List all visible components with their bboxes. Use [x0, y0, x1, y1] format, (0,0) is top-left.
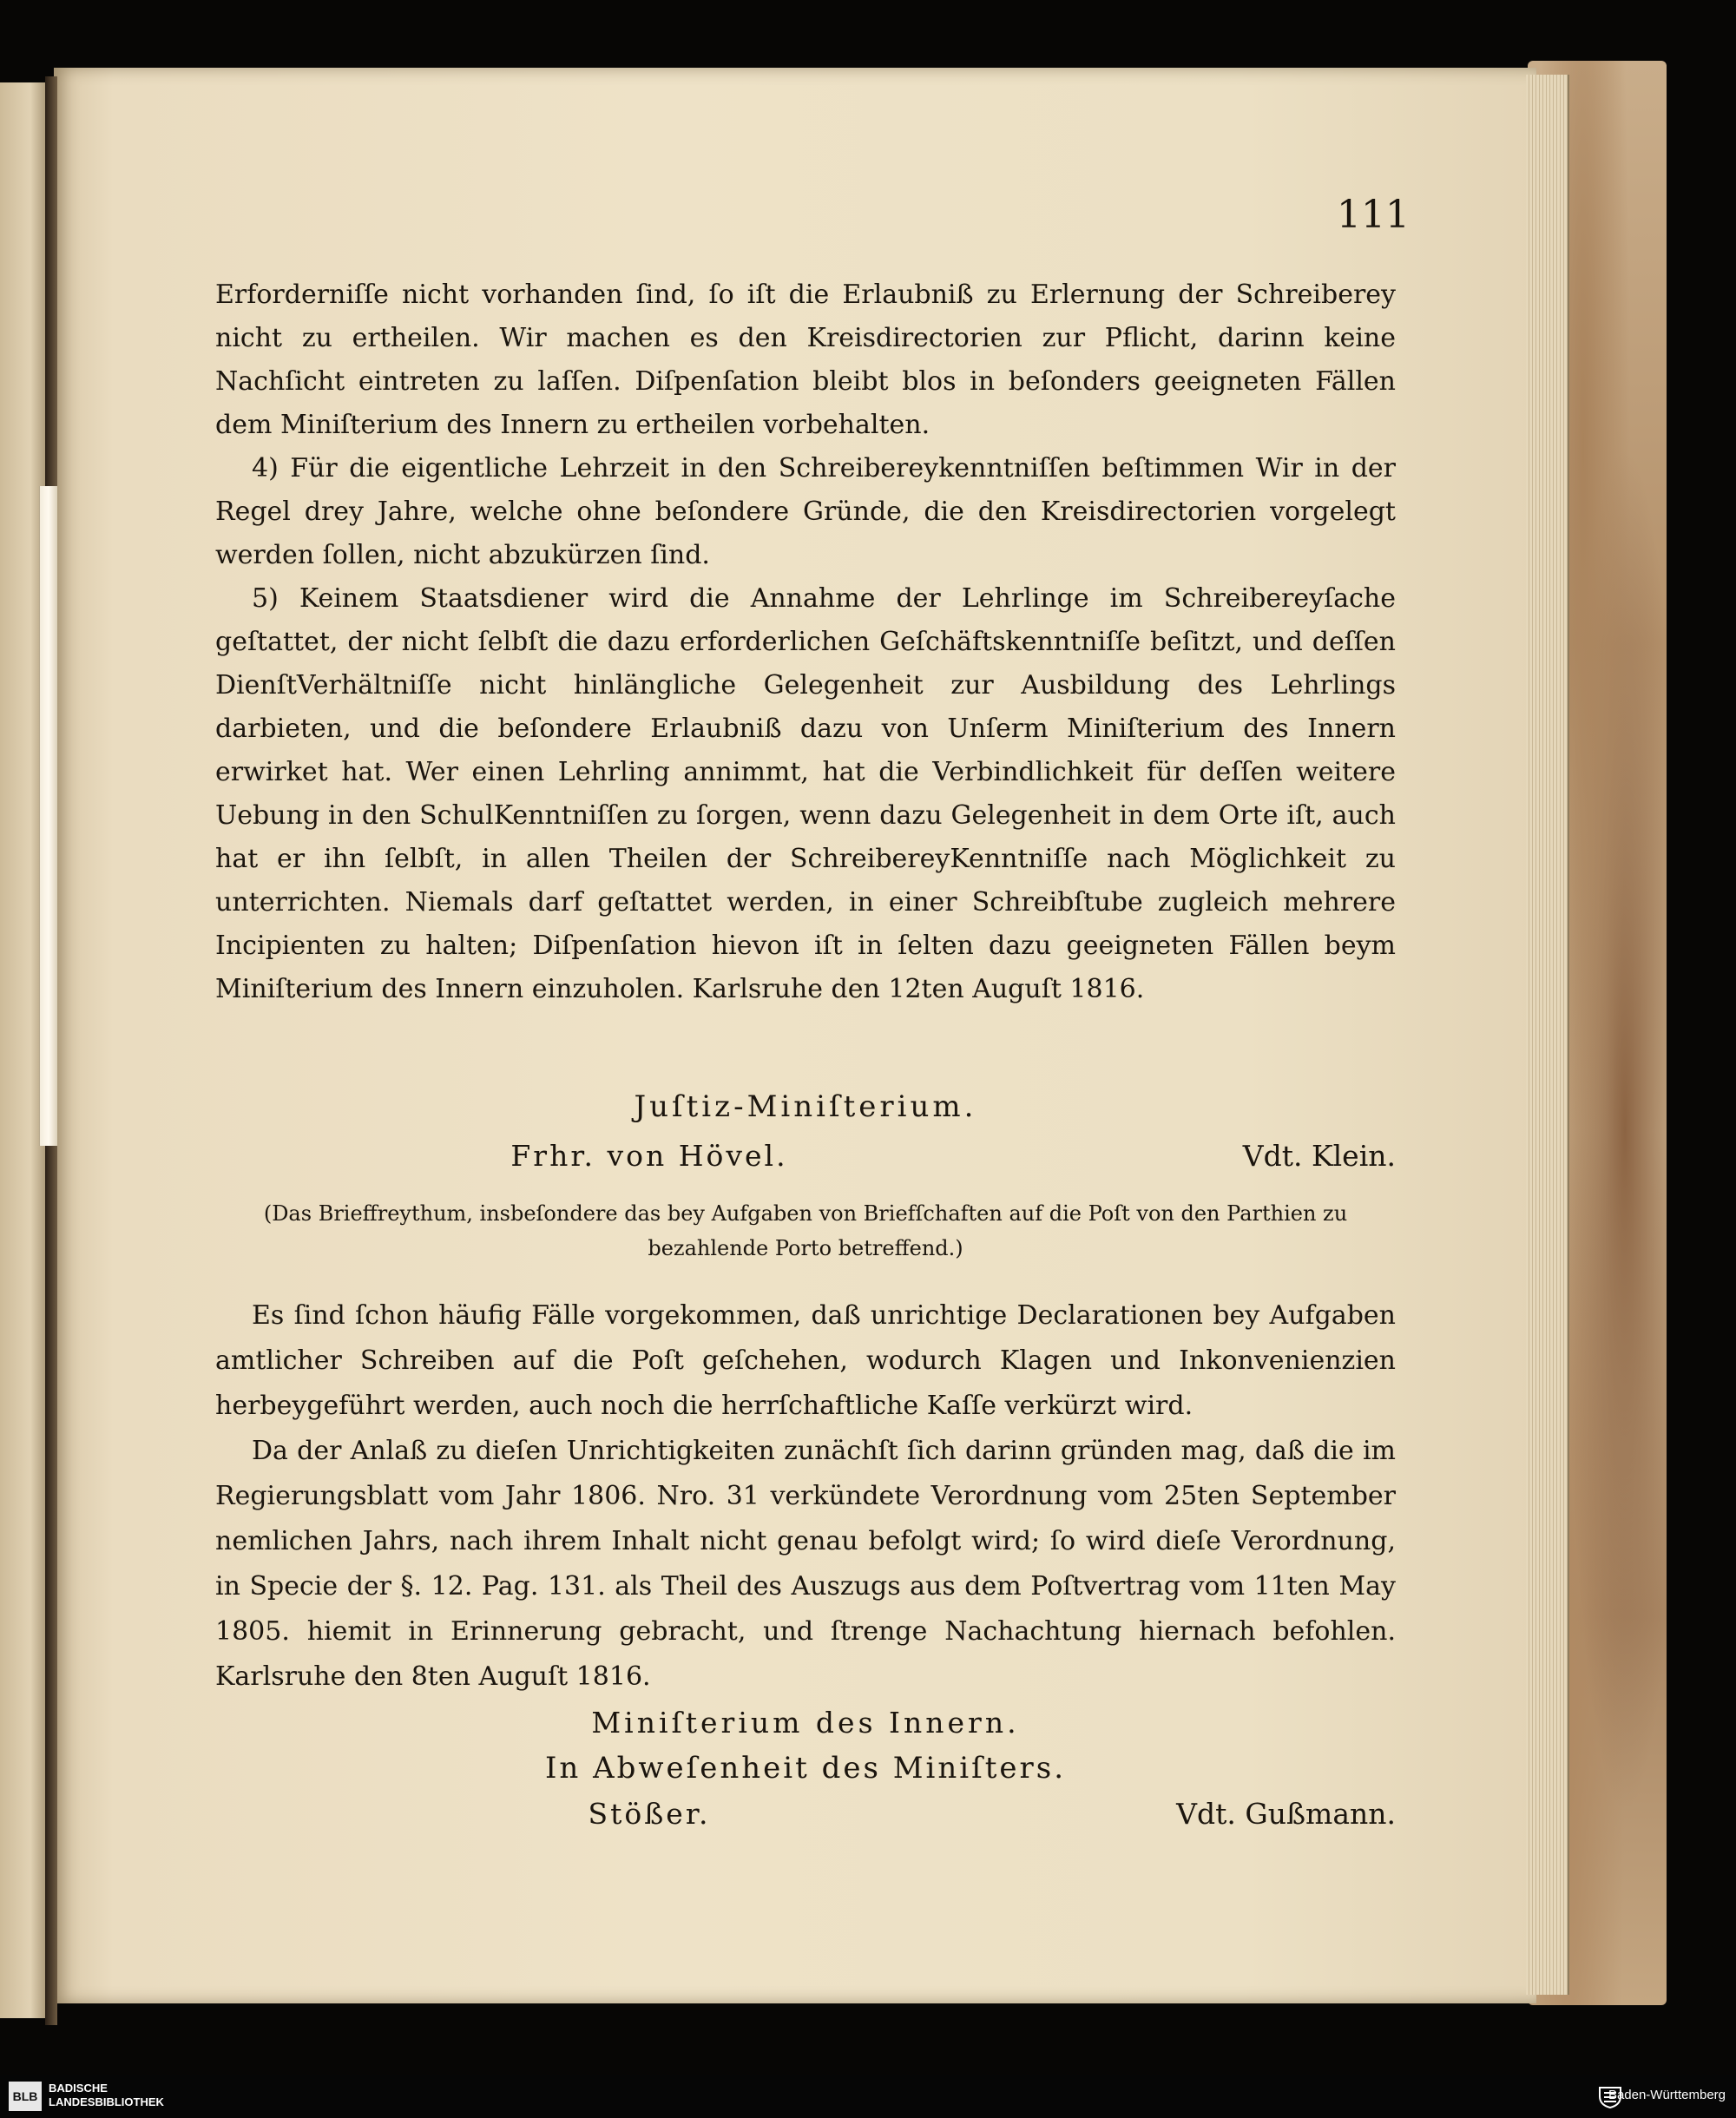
signature-ministry: Juſtiz-Miniſterium.: [634, 1089, 977, 1124]
library-name-line1: BADISCHE: [49, 2082, 108, 2095]
postal-ordinance: [215, 1293, 1396, 1700]
countersignature: Vdt. Klein.: [1242, 1139, 1396, 1173]
countersignature: Vdt. Gußmann.: [1176, 1797, 1396, 1831]
signatory-name: Frhr. von Hövel.: [510, 1139, 788, 1173]
signatory-name: Stößer.: [588, 1797, 711, 1831]
paragraph: Es ſind ſchon häufig Fälle vorgekommen, daß unrichtige Declarationen bey Aufgaben amtlicher Schreiben auf die Poſt geſchehen, wodurch Klagen und Inkonvenienzien herbeygeführt werden, auch noch die herrſchaftliche Kaſſe verkürzt wird.: [215, 1300, 1396, 1421]
page-edges: [1526, 75, 1569, 1995]
ordinance-continuation: [215, 273, 1396, 1011]
section-heading: (Das Brieffreythum, insbeſondere das bey Aufgaben von Briefſchaften auf die Poſt von den Parthien zu bezahlende Porto betreffend.): [263, 1201, 1348, 1260]
page-number: 111: [1337, 193, 1410, 237]
paragraph: 5) Keinem Staatsdiener wird die Annahme der Lehrlinge im Schreibereyſache geſtattet, der nicht ſelbſt die dazu erforderlichen Geſchäftskenntniſſe beſitzt, und deſſen DienſtVerhältniſſe nicht hinlängliche Gelegenheit zur Ausbildung des Lehrlings darbieten, und die beſondere Erlaubniß dazu von Unſerm Miniſterium des Innern erwirket hat. Wer einen Lehrling annimmt, hat die Verbindlichkeit für deſſen weitere Uebung in den SchulKenntniſſen zu ſorgen, wenn dazu Gelegenheit in dem Orte iſt, auch hat er ihn ſelbſt, in allen Theilen der SchreibereyKenntniſſe nach Möglichkeit zu unterrichten. Niemals darf geſtattet werden, in einer Schreibſtube zugleich mehrere Incipienten zu halten; Diſpenſation hievon iſt in ſelten dazu geeigneten Fällen beym Miniſterium des Innern einzuholen. Karlsruhe den 12ten Auguſt 1816.: [215, 583, 1396, 1004]
paragraph: 4) Für die eigentliche Lehrzeit in den Schreibereykenntniſſen beſtimmen Wir in der Regel drey Jahre, welche ohne beſondere Gründe, die den Kreisdirectorien vorgelegt werden ſollen, nicht abzukürzen ſind.: [215, 453, 1396, 570]
paper-bookmark: [39, 486, 57, 1146]
paragraph: Erforderniſſe nicht vorhanden ſind, ſo iſt die Erlaubniß zu Erlernung der Schreiberey nicht zu ertheilen. Wir machen es den Kreisdirectorien zur Pflicht, darinn keine Nachſicht eintreten zu laſſen. Diſpenſation bleibt blos in beſonders geeigneten Fällen dem Miniſterium des Innern zu ertheilen vorbehalten.: [215, 280, 1396, 440]
state-name: Baden-Württemberg: [1608, 2088, 1726, 2102]
library-name: [49, 2082, 164, 2109]
paragraph: Da der Anlaß zu dieſen Unrichtigkeiten zunächſt ſich darinn gründen mag, daß die im Regierungsblatt vom Jahr 1806. Nro. 31 verkündete Verordnung vom 25ten September nemlichen Jahrs, nach ihrem Inhalt nicht genau befolgt wird; ſo wird dieſe Verordnung, in Specie der §. 12. Pag. 131. als Theil des Auszugs aus dem Poſtvertrag vom 11ten May 1805. hiemit in Erinnerung gebracht, und ſtrenge Nachachtung hiernach befohlen. Karlsruhe den 8ten Auguſt 1816.: [215, 1436, 1396, 1692]
signature-absence-note: In Abweſenheit des Miniſters.: [544, 1751, 1067, 1786]
blb-logo-icon: BLB: [9, 2082, 42, 2111]
library-footer: [0, 2075, 1736, 2118]
library-name-line2: LANDESBIBLIOTHEK: [49, 2095, 164, 2108]
signature-ministry: Miniſterium des Innern.: [591, 1706, 1020, 1740]
